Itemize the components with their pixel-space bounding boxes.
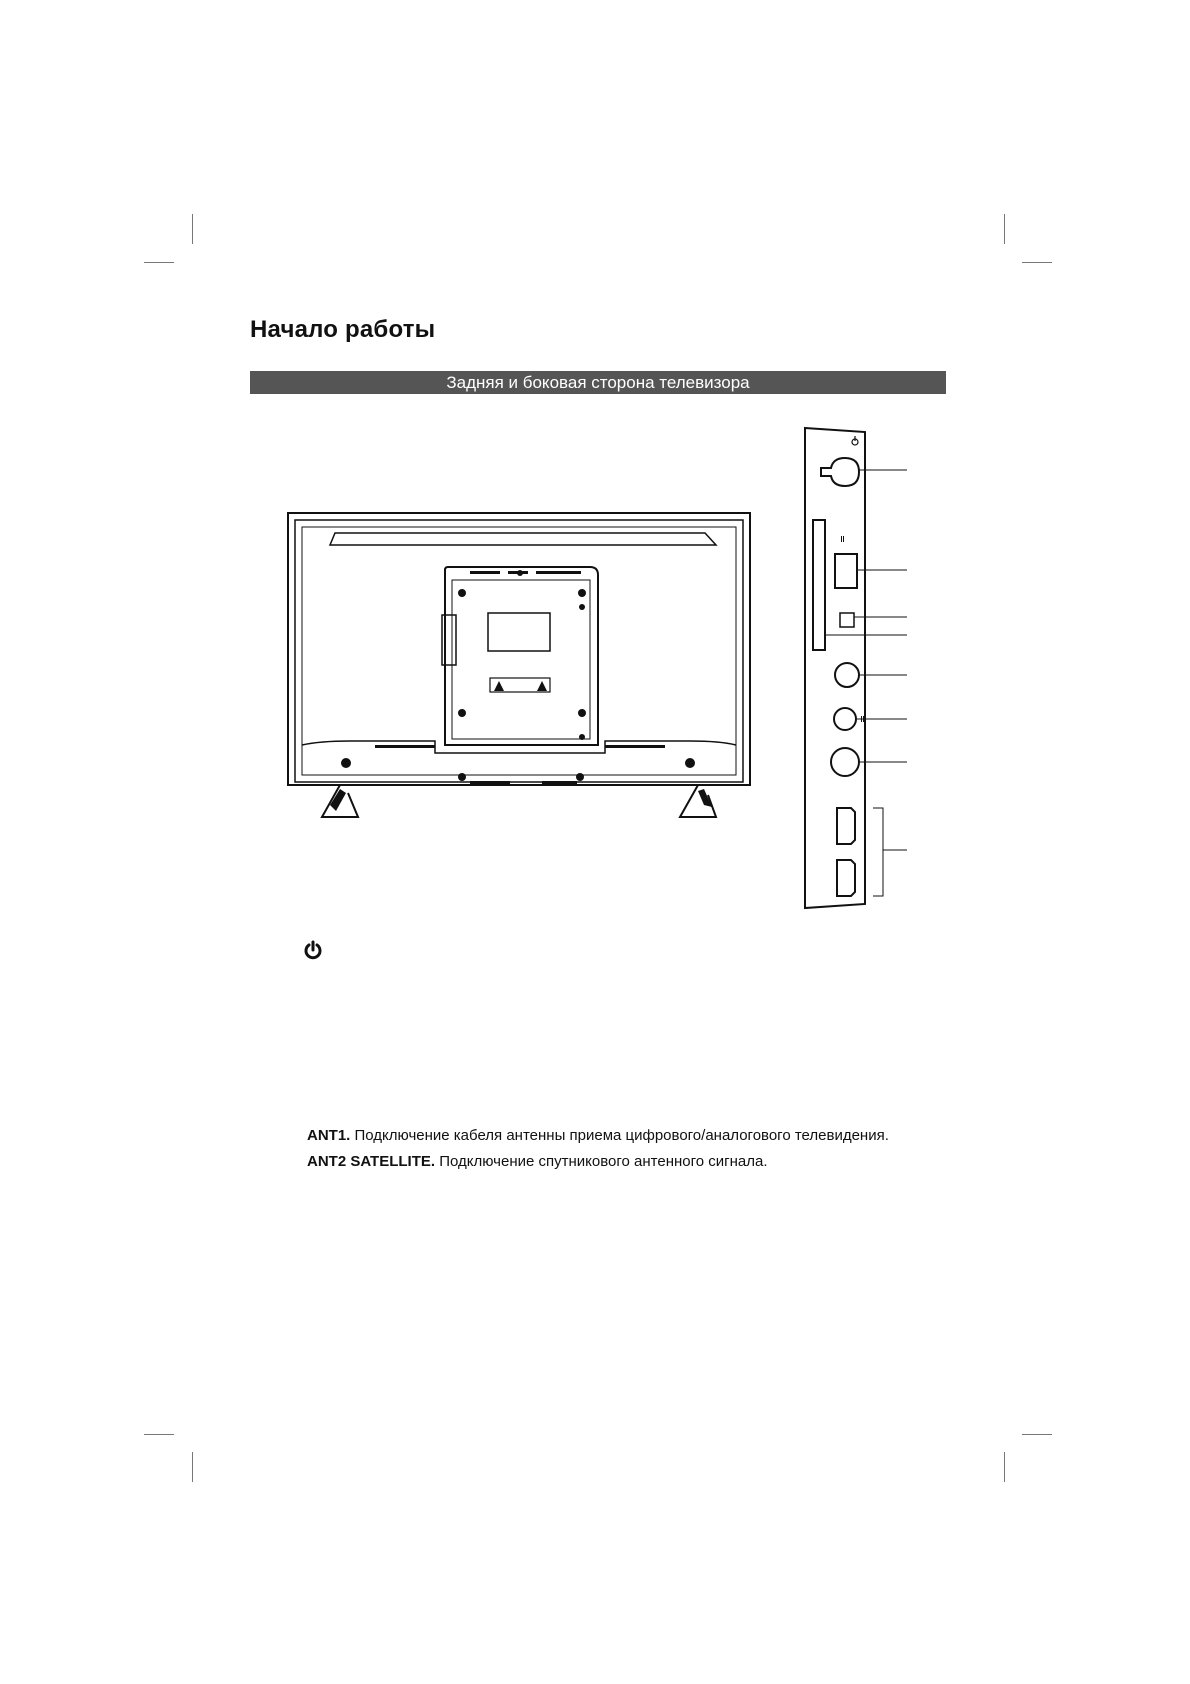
power-icon <box>303 940 323 960</box>
description-ant1 <box>307 1126 889 1146</box>
text-ant2-satellite: Подключение спутникового антенного сигнала. <box>435 1153 768 1170</box>
crop-mark-bottom-right <box>1004 1452 1005 1482</box>
text-ant1: Подключение кабеля антенны приема цифрового/аналогового телевидения. <box>350 1127 889 1144</box>
section-header-bar: Задняя и боковая сторона телевизора <box>250 371 946 394</box>
page-title: Начало работы <box>250 316 436 343</box>
crop-mark-top-left-h <box>144 262 174 263</box>
description-ant2-satellite <box>307 1152 768 1172</box>
term-ant2-satellite: ANT2 SATELLITE. <box>307 1153 436 1170</box>
side-panel-illustration <box>795 420 915 910</box>
crop-mark-bottom-left-h <box>144 1434 174 1435</box>
crop-mark-top-right-h <box>1022 262 1052 263</box>
crop-mark-top-right <box>1004 214 1005 244</box>
tv-rear-view-illustration <box>280 505 760 835</box>
crop-mark-bottom-right-h <box>1022 1434 1052 1435</box>
crop-mark-bottom-left <box>192 1452 193 1482</box>
term-ant1: ANT1. <box>307 1127 351 1144</box>
crop-mark-top-left <box>192 214 193 244</box>
